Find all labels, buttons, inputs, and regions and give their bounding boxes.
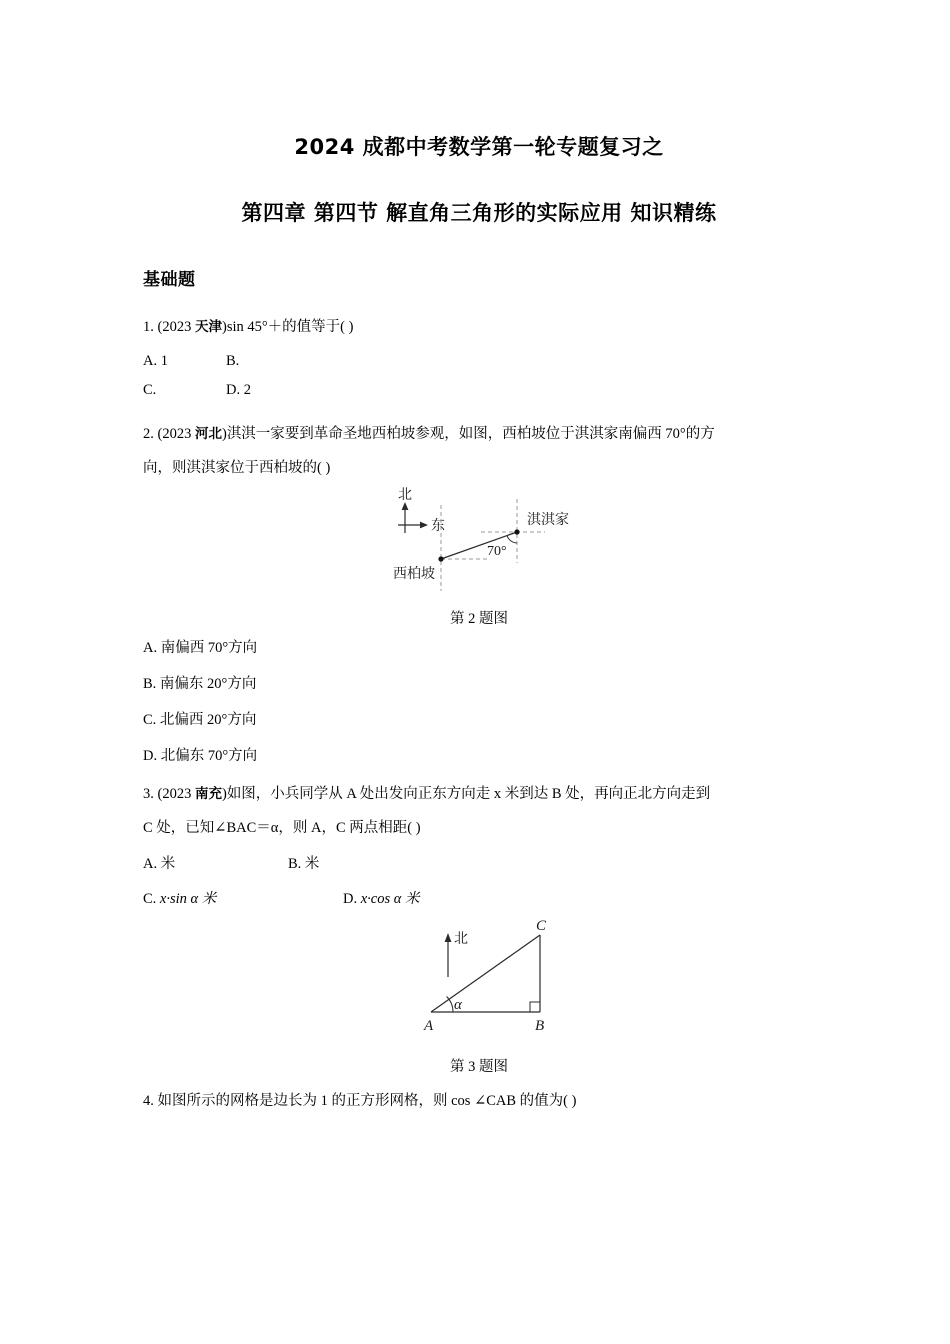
question-2-option-b bbox=[143, 675, 256, 693]
question-1-option-b-label: B. bbox=[226, 353, 240, 369]
question-3-option-c-text: x·sin α 米 bbox=[159, 891, 217, 907]
angle-arc bbox=[507, 536, 517, 543]
question-2-option-d bbox=[143, 747, 257, 765]
question-3-option-a-text: 米 bbox=[160, 856, 176, 872]
question-3-option-c-label: C. bbox=[143, 891, 157, 907]
question-2-source-close: ) bbox=[221, 426, 227, 442]
question-2-source-region: 河北 bbox=[194, 426, 222, 442]
question-3-option-d bbox=[343, 890, 420, 908]
label-xibaipo: 西柏坡 bbox=[393, 567, 435, 582]
question-1-option-a-label: A. bbox=[143, 353, 158, 369]
question-1-stem bbox=[143, 318, 353, 336]
section-heading-basic-problems: 基础题 bbox=[143, 270, 196, 290]
label-qiqijia: 淇淇家 bbox=[527, 513, 569, 528]
question-2-figure-caption: 第 2 题图 bbox=[450, 611, 508, 627]
question-1-option-a-text: 1 bbox=[160, 353, 168, 369]
question-1-option-d-text: 2 bbox=[243, 382, 251, 398]
document-title-line-2: 第四章 第四节 解直角三角形的实际应用 知识精练 bbox=[241, 201, 717, 225]
angle-label-alpha: α bbox=[454, 997, 462, 1013]
question-2-option-a-text: 南偏西 70°方向 bbox=[160, 640, 258, 656]
question-2-option-c-label: C. bbox=[143, 712, 157, 728]
question-3-stem-line-2: C 处，已知∠BAC＝α，则 A，C 两点相距( ) bbox=[143, 820, 421, 836]
question-3-option-b bbox=[288, 855, 319, 873]
point-qiqijia bbox=[514, 529, 519, 534]
question-4-stem-text: 如图所示的网格是边长为 1 的正方形网格，则 cos ∠CAB 的值为( ) bbox=[157, 1093, 577, 1109]
question-3-option-d-label: D. bbox=[343, 891, 358, 907]
question-4-stem bbox=[143, 1092, 576, 1110]
question-2-option-c bbox=[143, 711, 256, 729]
question-3-option-c bbox=[143, 890, 216, 908]
question-3-figure bbox=[396, 915, 596, 1040]
question-1-source-open: (2023 bbox=[157, 319, 195, 335]
right-angle-marker bbox=[530, 1002, 540, 1012]
question-3-option-b-text: 米 bbox=[304, 856, 320, 872]
question-1-option-d bbox=[226, 381, 251, 399]
question-3-option-a-label: A. bbox=[143, 856, 158, 872]
question-3-stem-text-1: 如图，小兵同学从 A 处出发向正东方向走 x 米到达 B 处，再向正北方向走到 bbox=[226, 786, 711, 802]
question-2-stem-text-1: 淇淇一家要到革命圣地西柏坡参观，如图，西柏坡位于淇淇家南偏西 70°的方 bbox=[226, 426, 715, 442]
point-xibaipo bbox=[438, 556, 443, 561]
vertex-label-b: B bbox=[535, 1018, 545, 1034]
question-1-stem-text: sin 45°＋的值等于( ) bbox=[226, 319, 354, 335]
vertex-label-c: C bbox=[536, 918, 547, 934]
north-arrow-head bbox=[445, 933, 452, 942]
question-2-stem-line-2: 向，则淇淇家位于西柏坡的( ) bbox=[143, 460, 331, 476]
question-3-source-region: 南充 bbox=[194, 786, 222, 802]
question-2-stem-line-1 bbox=[143, 425, 715, 443]
question-3-option-a bbox=[143, 855, 175, 873]
compass-north-arrowhead bbox=[402, 502, 409, 510]
question-2-figure bbox=[381, 483, 611, 595]
question-1-source-close: ) bbox=[221, 319, 227, 335]
question-3-option-b-label: B. bbox=[288, 856, 302, 872]
question-3-source-close: ) bbox=[221, 786, 227, 802]
compass-east-arrowhead bbox=[420, 522, 428, 529]
compass-east-label: 东 bbox=[431, 519, 445, 534]
question-3-source-open: (2023 bbox=[157, 786, 195, 802]
compass-north-label: 北 bbox=[398, 488, 412, 503]
question-1-option-b bbox=[226, 352, 243, 370]
label-angle-70: 70° bbox=[487, 544, 507, 559]
question-2-number: 2. bbox=[143, 426, 154, 442]
question-3-option-d-text: x·cos α 米 bbox=[360, 891, 420, 907]
question-4-number: 4. bbox=[143, 1093, 154, 1109]
triangle-side-ac bbox=[431, 935, 540, 1012]
question-1-option-a bbox=[143, 352, 168, 370]
question-1-number: 1. bbox=[143, 319, 154, 335]
question-3-figure-caption: 第 3 题图 bbox=[450, 1059, 508, 1075]
question-2-option-b-label: B. bbox=[143, 676, 157, 692]
question-1-option-c bbox=[143, 381, 160, 399]
question-1-option-c-label: C. bbox=[143, 382, 157, 398]
question-2-option-d-label: D. bbox=[143, 748, 158, 764]
question-1-source-region: 天津 bbox=[194, 319, 222, 335]
question-2-source-open: (2023 bbox=[157, 426, 195, 442]
question-2-option-c-text: 北偏西 20°方向 bbox=[159, 712, 257, 728]
vertex-label-a: A bbox=[424, 1018, 434, 1034]
question-3-number: 3. bbox=[143, 786, 154, 802]
question-3-stem-line-1 bbox=[143, 785, 710, 803]
question-2-option-d-text: 北偏东 70°方向 bbox=[160, 748, 258, 764]
document-title-line-1: 2024 成都中考数学第一轮专题复习之 bbox=[294, 135, 664, 159]
north-label: 北 bbox=[454, 932, 468, 947]
question-2-option-a bbox=[143, 639, 257, 657]
question-2-option-a-label: A. bbox=[143, 640, 158, 656]
question-2-option-b-text: 南偏东 20°方向 bbox=[159, 676, 257, 692]
question-1-option-d-label: D. bbox=[226, 382, 241, 398]
